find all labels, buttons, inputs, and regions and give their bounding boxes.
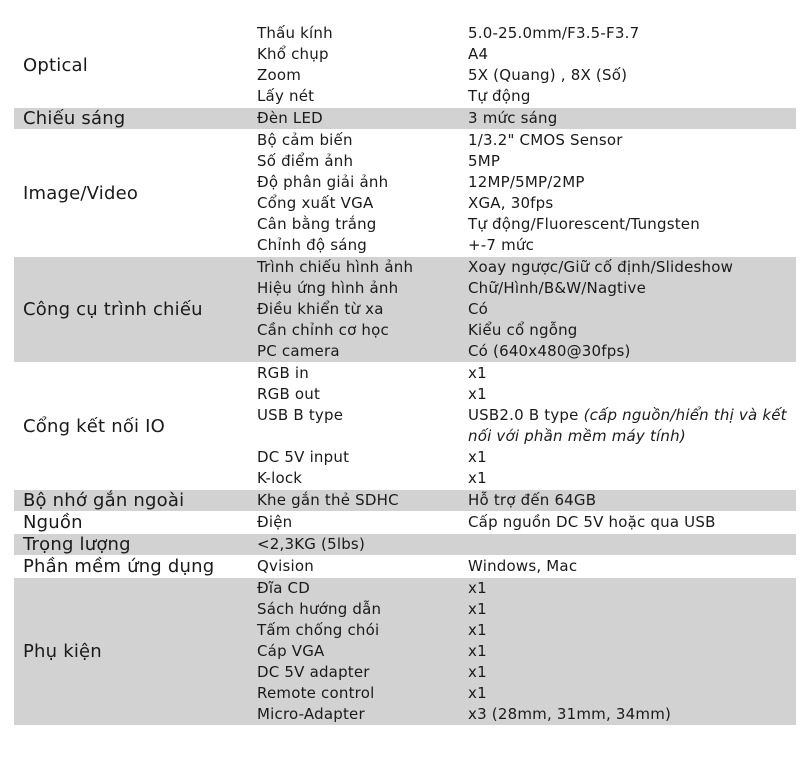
spec-row — [257, 299, 796, 320]
spec-value-text: Có (640x480@30fps) — [468, 342, 631, 360]
spec-row — [257, 151, 796, 172]
spec-row — [257, 172, 796, 193]
spec-value — [468, 490, 796, 511]
spec-row — [257, 214, 796, 235]
spec-value-text: x1 — [468, 600, 487, 618]
spec-section — [14, 511, 796, 533]
spec-row — [257, 341, 796, 362]
spec-label: Bộ cảm biến — [257, 131, 353, 149]
section-title: Chiếu sáng — [23, 108, 126, 129]
spec-value — [468, 704, 796, 725]
spec-value — [468, 130, 796, 151]
spec-value-text: x1 — [468, 385, 487, 403]
section-rows — [257, 23, 796, 107]
spec-value — [468, 108, 796, 129]
spec-row — [257, 534, 796, 555]
spec-label: Zoom — [257, 66, 302, 84]
spec-label: Lấy nét — [257, 87, 315, 105]
spec-row — [257, 235, 796, 256]
section-rows — [257, 534, 796, 555]
spec-label: Qvision — [257, 557, 314, 575]
spec-value — [468, 257, 796, 278]
spec-value — [468, 151, 796, 172]
spec-label: Trình chiếu hình ảnh — [257, 258, 414, 276]
section-title: Bộ nhớ gắn ngoài — [23, 490, 185, 511]
section-title: Công cụ trình chiếu — [23, 299, 203, 320]
spec-value-text: 12MP/5MP/2MP — [468, 173, 585, 191]
spec-label: USB B type — [257, 406, 344, 424]
spec-value-text: XGA, 30fps — [468, 194, 554, 212]
spec-section — [14, 362, 796, 489]
spec-value-text: x1 — [468, 579, 487, 597]
spec-label: RGB in — [257, 364, 309, 382]
spec-value — [468, 299, 796, 320]
spec-value — [468, 278, 796, 299]
spec-value — [468, 468, 796, 489]
spec-value — [468, 384, 796, 405]
spec-value — [468, 235, 796, 256]
spec-label: Hiệu ứng hình ảnh — [257, 279, 399, 297]
spec-label: Cần chỉnh cơ học — [257, 321, 389, 339]
spec-value-text: x1 — [468, 663, 487, 681]
section-rows — [257, 512, 796, 533]
section-title: Phụ kiện — [23, 641, 102, 662]
spec-row — [257, 278, 796, 299]
spec-label: <2,3KG (5lbs) — [257, 535, 366, 553]
spec-section — [14, 22, 796, 107]
spec-value-text: A4 — [468, 45, 489, 63]
spec-value-text: Cấp nguồn DC 5V hoặc qua USB — [468, 513, 716, 531]
spec-label: Remote control — [257, 684, 375, 702]
spec-label: Đèn LED — [257, 109, 323, 127]
spec-value-text: x1 — [468, 642, 487, 660]
spec-value — [468, 44, 796, 65]
spec-value — [468, 341, 796, 362]
spec-value — [468, 662, 796, 683]
spec-label: Cân bằng trắng — [257, 215, 377, 233]
spec-row — [257, 363, 796, 384]
spec-value — [468, 683, 796, 704]
spec-label: Thấu kính — [257, 24, 333, 42]
spec-label: Đĩa CD — [257, 579, 310, 597]
spec-value-text: x1 — [468, 621, 487, 639]
spec-value-text: Kiểu cổ ngỗng — [468, 321, 578, 339]
spec-section — [14, 489, 796, 511]
spec-value-text: 1/3.2" CMOS Sensor — [468, 131, 623, 149]
spec-value — [468, 641, 796, 662]
spec-value — [468, 172, 796, 193]
spec-value-text: Xoay ngược/Giữ cố định/Slideshow — [468, 258, 734, 276]
spec-value — [468, 363, 796, 384]
spec-value-text: 3 mức sáng — [468, 109, 558, 127]
spec-row — [257, 65, 796, 86]
spec-label: Khe gắn thẻ SDHC — [257, 491, 399, 509]
section-rows — [257, 578, 796, 725]
spec-row — [257, 384, 796, 405]
spec-value — [468, 556, 796, 577]
spec-value-text: x3 (28mm, 31mm, 34mm) — [468, 705, 672, 723]
spec-value-text: Windows, Mac — [468, 557, 578, 575]
section-title: Nguồn — [23, 512, 83, 533]
spec-value — [468, 578, 796, 599]
section-title: Optical — [23, 54, 88, 76]
spec-value — [468, 320, 796, 341]
spec-value — [468, 193, 796, 214]
spec-row — [257, 320, 796, 341]
spec-row — [257, 405, 796, 447]
spec-row — [257, 468, 796, 489]
spec-value — [468, 447, 796, 468]
spec-row — [257, 512, 796, 533]
section-title: Image/Video — [23, 182, 139, 204]
spec-label: PC camera — [257, 342, 340, 360]
spec-row — [257, 620, 796, 641]
spec-label: Điện — [257, 513, 293, 531]
spec-value-text: x1 — [468, 364, 487, 382]
spec-label: Chỉnh độ sáng — [257, 236, 368, 254]
spec-label: Micro-Adapter — [257, 705, 365, 723]
spec-label: Tấm chống chói — [257, 621, 380, 639]
spec-value — [468, 599, 796, 620]
spec-label: K-lock — [257, 469, 303, 487]
section-title: Phần mềm ứng dụng — [23, 556, 215, 577]
spec-row — [257, 556, 796, 577]
spec-row — [257, 257, 796, 278]
spec-label: Số điểm ảnh — [257, 152, 354, 170]
spec-label: Độ phân giải ảnh — [257, 173, 389, 191]
spec-row — [257, 641, 796, 662]
spec-section — [14, 129, 796, 256]
spec-value-note: (cấp nguồn/hiển thị và kết nối với phần mềm máy tính) — [468, 406, 787, 445]
spec-row — [257, 578, 796, 599]
spec-label: DC 5V input — [257, 448, 350, 466]
spec-value — [468, 534, 796, 555]
spec-value — [468, 512, 796, 533]
spec-row — [257, 193, 796, 214]
spec-section — [14, 107, 796, 129]
spec-value — [468, 214, 796, 235]
spec-label: RGB out — [257, 385, 321, 403]
section-rows — [257, 556, 796, 577]
spec-section — [14, 555, 796, 577]
spec-value — [468, 65, 796, 86]
spec-label: Khổ chụp — [257, 45, 329, 63]
spec-value — [468, 405, 796, 447]
section-title: Cổng kết nối IO — [23, 415, 166, 437]
section-rows — [257, 108, 796, 129]
spec-value-text: Hỗ trợ đến 64GB — [468, 491, 597, 509]
section-rows — [257, 257, 796, 362]
spec-label: Sách hướng dẫn — [257, 600, 382, 618]
spec-section — [14, 533, 796, 555]
spec-value — [468, 86, 796, 107]
spec-value-text: x1 — [468, 448, 487, 466]
spec-table — [14, 22, 796, 725]
spec-row — [257, 447, 796, 468]
spec-row — [257, 490, 796, 511]
spec-value-text: Tự động/Fluorescent/Tungsten — [468, 215, 700, 233]
spec-row — [257, 130, 796, 151]
spec-value-text: x1 — [468, 469, 487, 487]
spec-row — [257, 44, 796, 65]
spec-label: Cáp VGA — [257, 642, 325, 660]
spec-value-text: 5X (Quang) , 8X (Số) — [468, 66, 628, 84]
spec-row — [257, 23, 796, 44]
spec-value-text: 5.0-25.0mm/F3.5-F3.7 — [468, 24, 640, 42]
spec-value-text: 5MP — [468, 152, 501, 170]
spec-value-text: USB2.0 B type — [468, 406, 584, 424]
spec-value-text: Có — [468, 300, 489, 318]
spec-row — [257, 599, 796, 620]
spec-section — [14, 256, 796, 362]
spec-row — [257, 86, 796, 107]
spec-row — [257, 683, 796, 704]
spec-value — [468, 620, 796, 641]
section-rows — [257, 130, 796, 256]
section-rows — [257, 490, 796, 511]
spec-value-text: Tự động — [468, 87, 531, 105]
spec-label: Cổng xuất VGA — [257, 194, 374, 212]
spec-section — [14, 577, 796, 725]
spec-row — [257, 704, 796, 725]
section-rows — [257, 363, 796, 489]
section-title: Trọng lượng — [23, 534, 131, 555]
spec-row — [257, 662, 796, 683]
spec-label: DC 5V adapter — [257, 663, 370, 681]
spec-value-text: +-7 mức — [468, 236, 535, 254]
spec-value-text: x1 — [468, 684, 487, 702]
spec-label: Điều khiển từ xa — [257, 300, 384, 318]
spec-row — [257, 108, 796, 129]
spec-value-text: Chữ/Hình/B&W/Nagtive — [468, 279, 647, 297]
spec-value — [468, 23, 796, 44]
